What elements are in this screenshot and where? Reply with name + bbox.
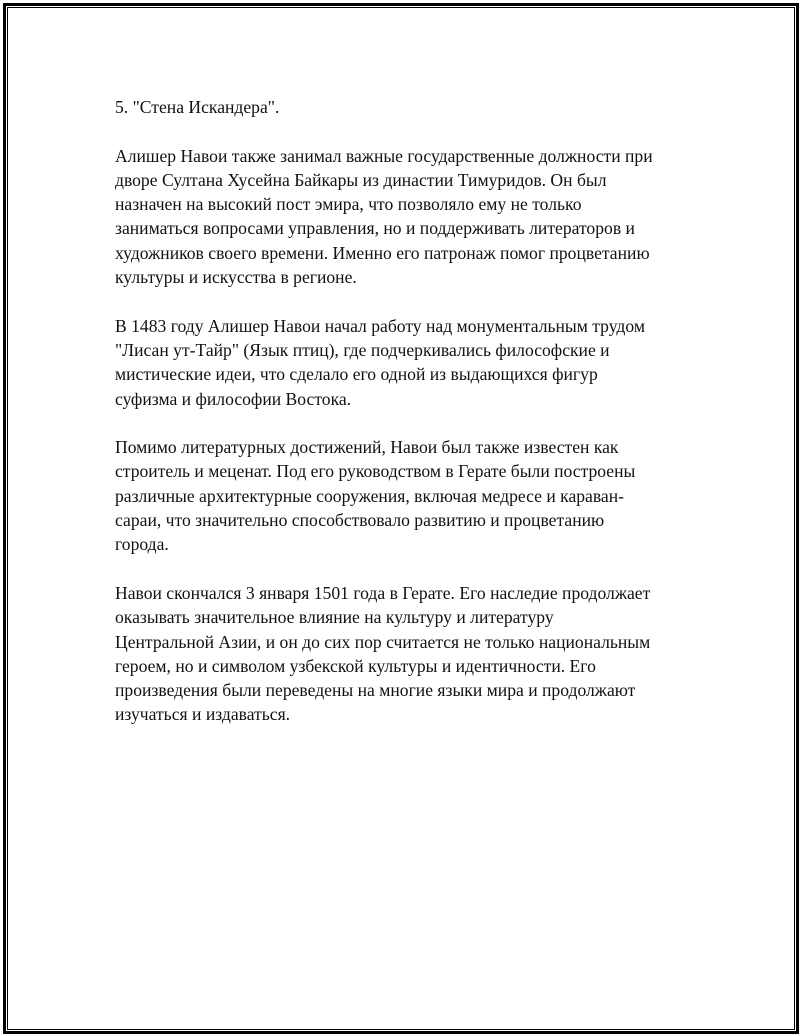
text-line: назначен на высокий пост эмира, что позволяло ему не только — [115, 194, 582, 215]
paragraph-1 — [115, 144, 700, 290]
paragraph-2 — [115, 314, 700, 411]
text-line: Помимо литературных достижений, Навои был также известен как — [115, 437, 619, 458]
text-line: Алишер Навои также занимал важные государственные должности при — [115, 145, 653, 166]
text-line: культуры и искусства в регионе. — [115, 267, 357, 288]
text-line: мистические идеи, что сделало его одной из выдающихся фигур — [115, 364, 598, 385]
text-line: сараи, что значительно способствовало развитию и процветанию — [115, 510, 605, 531]
paragraph-3 — [115, 435, 700, 556]
text-line: В 1483 году Алишер Навои начал работу над монументальным трудом — [115, 315, 645, 336]
text-line: заниматься вопросами управления, но и поддерживать литераторов и — [115, 218, 635, 239]
text-line: героем, но и символом узбекской культуры и идентичности. Его — [115, 655, 596, 676]
text-line: оказывать значительное влияние на культуру и литературу — [115, 607, 554, 628]
text-line: изучаться и издаваться. — [115, 704, 291, 725]
text-line: суфизма и философии Востока. — [115, 388, 352, 409]
text-line: "Лисан ут-Тайр" (Язык птиц), где подчеркивались философские и — [115, 339, 610, 360]
heading-line: 5. "Стена Искандера". — [115, 97, 280, 117]
text-line: строитель и меценат. Под его руководством в Герате были построены — [115, 461, 636, 482]
paragraph-4 — [115, 581, 700, 727]
text-line: различные архитектурные сооружения, включая медресе и караван- — [115, 485, 625, 506]
document-body — [115, 95, 700, 751]
text-line: дворе Султана Хусейна Байкары из династии Тимуридов. Он был — [115, 169, 607, 190]
text-line: Центральной Азии, и он до сих пор считается не только национальным — [115, 631, 651, 652]
text-line: произведения были переведены на многие языки мира и продолжают — [115, 680, 636, 701]
text-line: города. — [115, 534, 169, 555]
text-line: Навои скончался 3 января 1501 года в Герате. Его наследие продолжает — [115, 582, 651, 603]
text-line: художников своего времени. Именно его патронаж помог процветанию — [115, 242, 650, 263]
section-heading — [115, 95, 700, 119]
